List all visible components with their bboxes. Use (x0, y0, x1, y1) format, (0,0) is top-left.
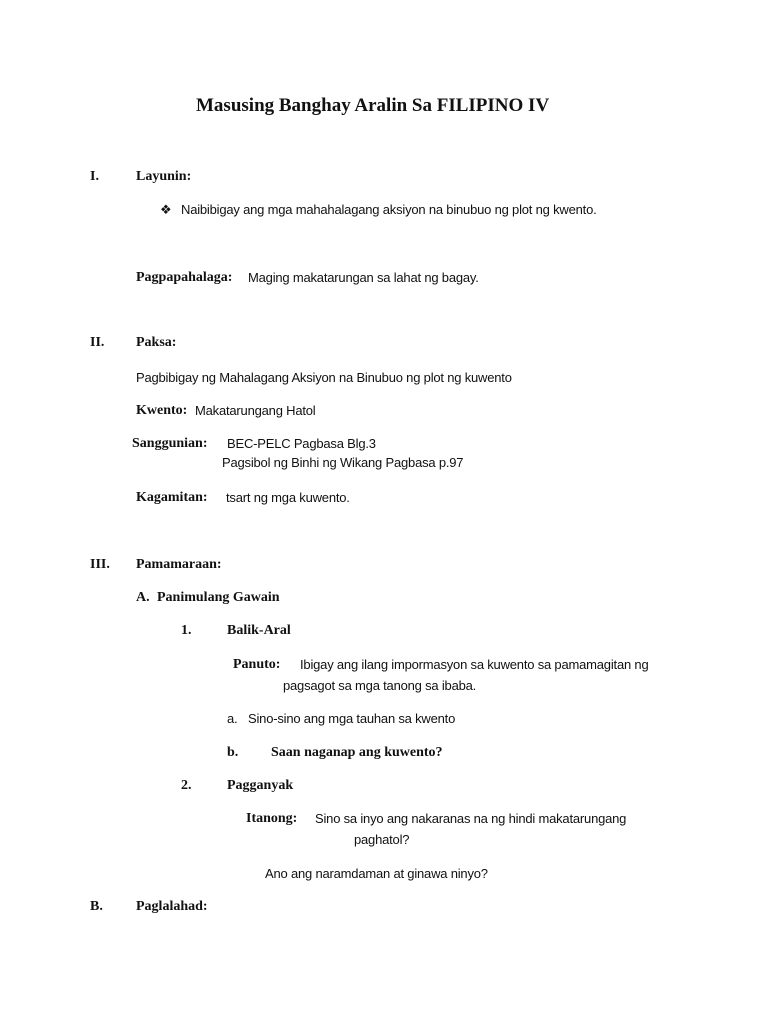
ask-line-2: paghatol? (354, 832, 410, 847)
materials-text: tsart ng mga kuwento. (226, 490, 350, 505)
section-1-numeral: I. (90, 169, 99, 184)
follow-up-question: Ano ang naramdaman at ginawa ninyo? (265, 866, 488, 881)
ask-label: Itanong: (246, 811, 298, 826)
item-2-heading: Pagganyak (227, 778, 294, 793)
value-text: Maging makatarungan sa lahat ng bagay. (248, 270, 479, 285)
section-b-label: B. (90, 899, 103, 914)
objective-text: Naibibigay ang mga mahahalagang aksiyon na binubuo ng plot ng kwento. (181, 202, 597, 217)
diamond-bullet-icon: ❖ (160, 202, 172, 217)
reference-label: Sanggunian: (132, 436, 208, 451)
materials-label: Kagamitan: (136, 490, 208, 505)
item-2-number: 2. (181, 778, 192, 793)
topic-text: Pagbibigay ng Mahalagang Aksiyon na Binubuo ng plot ng kuwento (136, 370, 512, 385)
section-2-heading: Paksa: (136, 335, 177, 350)
item-1-number: 1. (181, 623, 192, 638)
item-1-heading: Balik-Aral (227, 623, 291, 638)
instruction-line-2: pagsagot sa mga tanong sa ibaba. (283, 678, 477, 693)
section-b-heading: Paglalahad: (136, 899, 208, 914)
story-label: Kwento: (136, 403, 188, 418)
story-text: Makatarungang Hatol (195, 403, 316, 418)
question-a-label: a. (227, 711, 238, 726)
value-label: Pagpapahalaga: (136, 270, 233, 285)
section-3-numeral: III. (90, 557, 110, 572)
question-b-label: b. (227, 745, 239, 760)
part-a-heading: Panimulang Gawain (157, 590, 280, 605)
ask-line-1: Sino sa inyo ang nakaranas na ng hindi makatarungang (315, 811, 627, 826)
document-title: Masusing Banghay Aralin Sa FILIPINO IV (196, 95, 550, 116)
part-a-label: A. (136, 590, 150, 605)
question-b-text: Saan naganap ang kuwento? (271, 745, 443, 760)
section-1-heading: Layunin: (136, 169, 192, 184)
section-3-heading: Pamamaraan: (136, 557, 222, 572)
reference-line-1: BEC-PELC Pagbasa Blg.3 (227, 436, 376, 451)
question-a-text: Sino-sino ang mga tauhan sa kwento (248, 711, 456, 726)
instruction-label: Panuto: (233, 657, 281, 672)
instruction-line-1: Ibigay ang ilang impormasyon sa kuwento sa pamamagitan ng (300, 657, 649, 672)
reference-line-2: Pagsibol ng Binhi ng Wikang Pagbasa p.97 (222, 455, 464, 470)
section-2-numeral: II. (90, 335, 105, 350)
